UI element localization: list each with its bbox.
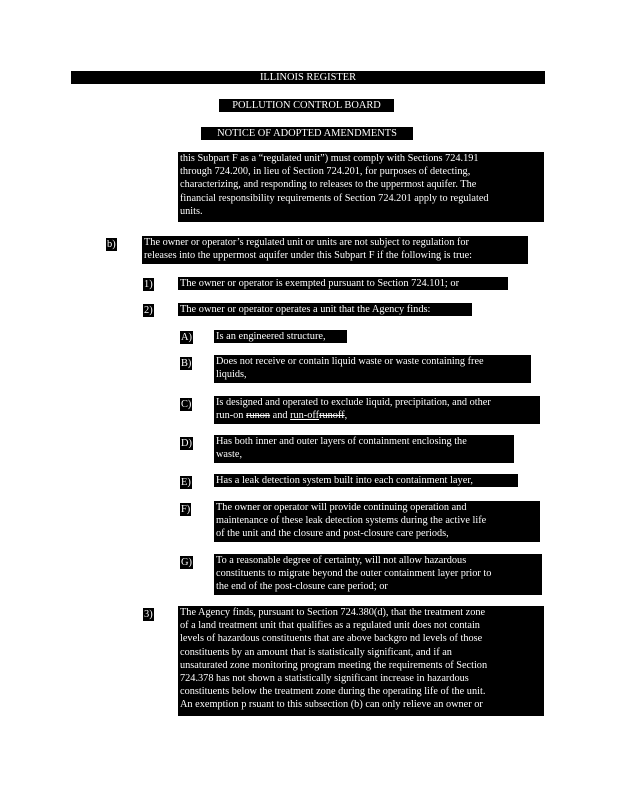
intro-paragraph	[178, 152, 544, 222]
sub-g-text	[214, 554, 542, 595]
sub-a-label: A)	[181, 332, 192, 343]
sub-c-line	[216, 409, 538, 422]
item-1-text: The owner or operator is exempted pursuant to Section 724.101; or	[178, 277, 508, 290]
item-3-line: 724.378 has not shown a statistically significant increase in hazardous	[180, 673, 469, 685]
item-3-line: constituents by an amount that is statistically significant, and if an	[180, 646, 452, 658]
sub-b-label: B)	[181, 358, 192, 369]
sub-f-label: F)	[181, 504, 191, 515]
sub-e-text: Has a leak detection system built into each containment layer,	[214, 474, 518, 487]
item-2-label: 2)	[144, 305, 153, 316]
section-b-label: b)	[107, 239, 116, 250]
sub-c-deleted-2: runoff	[319, 410, 345, 422]
sub-b-line: liquids,	[216, 369, 247, 381]
sub-f-line: The owner or operator will provide continuing operation and	[216, 502, 467, 513]
item-3-text	[178, 606, 544, 716]
sub-d-line: Has both inner and outer layers of containment enclosing the	[216, 436, 467, 447]
item-3-line: An exemption p rsuant to this subsection (b) can only relieve an owner or	[180, 699, 483, 711]
intro-line: characterizing, and responding to releases to the uppermost aquifer. The	[180, 179, 477, 191]
section-b-line: The owner or operator’s regulated unit or units are not subject to regulation for	[144, 237, 469, 248]
sub-e-label: E)	[181, 477, 191, 488]
notice-title: NOTICE OF ADOPTED AMENDMENTS	[201, 127, 413, 140]
item-2-text: The owner or operator operates a unit that the Agency finds:	[178, 303, 472, 316]
item-3-line: levels of hazardous constituents that are above backgro nd levels of those	[180, 633, 483, 645]
sub-g-line: the end of the post-closure care period; or	[216, 581, 388, 593]
intro-line: through 724.200, in lieu of Section 724.201, for purposes of detecting,	[180, 166, 471, 178]
item-3-label: 3)	[144, 609, 153, 620]
intro-line: units.	[180, 205, 203, 217]
sub-g-line: constituents to migrate beyond the outer containment layer prior to	[216, 568, 492, 580]
sub-c-mid: and	[270, 410, 291, 422]
sub-f-text	[214, 501, 540, 542]
sub-d-label: D)	[181, 438, 192, 449]
item-1-label: 1)	[144, 279, 153, 290]
section-b-text	[142, 236, 528, 264]
intro-line: this Subpart F as a “regulated unit”) must comply with Sections 724.191	[180, 153, 479, 164]
sub-g-line: To a reasonable degree of certainty, will not allow hazardous	[216, 555, 467, 566]
sub-c-label: C)	[181, 399, 192, 410]
intro-line: financial responsibility requirements of Section 724.201 apply to regulated	[180, 192, 489, 204]
item-3-line: unsaturated zone monitoring program meeting the requirements of Section	[180, 659, 488, 671]
board-title: POLLUTION CONTROL BOARD	[219, 99, 394, 112]
register-title: ILLINOIS REGISTER	[71, 71, 545, 84]
sub-c-prefix: run-on	[216, 410, 247, 422]
sub-b-text	[214, 355, 531, 383]
sub-d-line: waste,	[216, 449, 243, 461]
item-3-line: The Agency finds, pursuant to Section 724.380(d), that the treatment zone	[180, 607, 486, 618]
sub-a-text: Is an engineered structure,	[214, 330, 347, 343]
item-3-line: constituents below the treatment zone during the operating life of the unit.	[180, 686, 486, 698]
sub-c-added: run-off	[290, 410, 320, 422]
sub-g-label: G)	[181, 557, 192, 568]
sub-b-line: Does not receive or contain liquid waste or waste containing free	[216, 356, 484, 367]
sub-f-line: of the unit and the closure and post-closure care periods,	[216, 528, 449, 540]
sub-c-line: Is designed and operated to exclude liquid, precipitation, and other	[216, 397, 491, 408]
section-b-line: releases into the uppermost aquifer under this Subpart F if the following is true:	[144, 250, 473, 262]
sub-f-line: maintenance of these leak detection systems during the active life	[216, 515, 487, 527]
item-3-line: of a land treatment unit that qualifies as a regulated unit does not contain	[180, 620, 480, 632]
sub-c-suffix: ,	[344, 410, 348, 422]
sub-c-deleted: runon	[246, 410, 271, 422]
sub-c-text	[214, 396, 540, 424]
sub-d-text	[214, 435, 514, 463]
